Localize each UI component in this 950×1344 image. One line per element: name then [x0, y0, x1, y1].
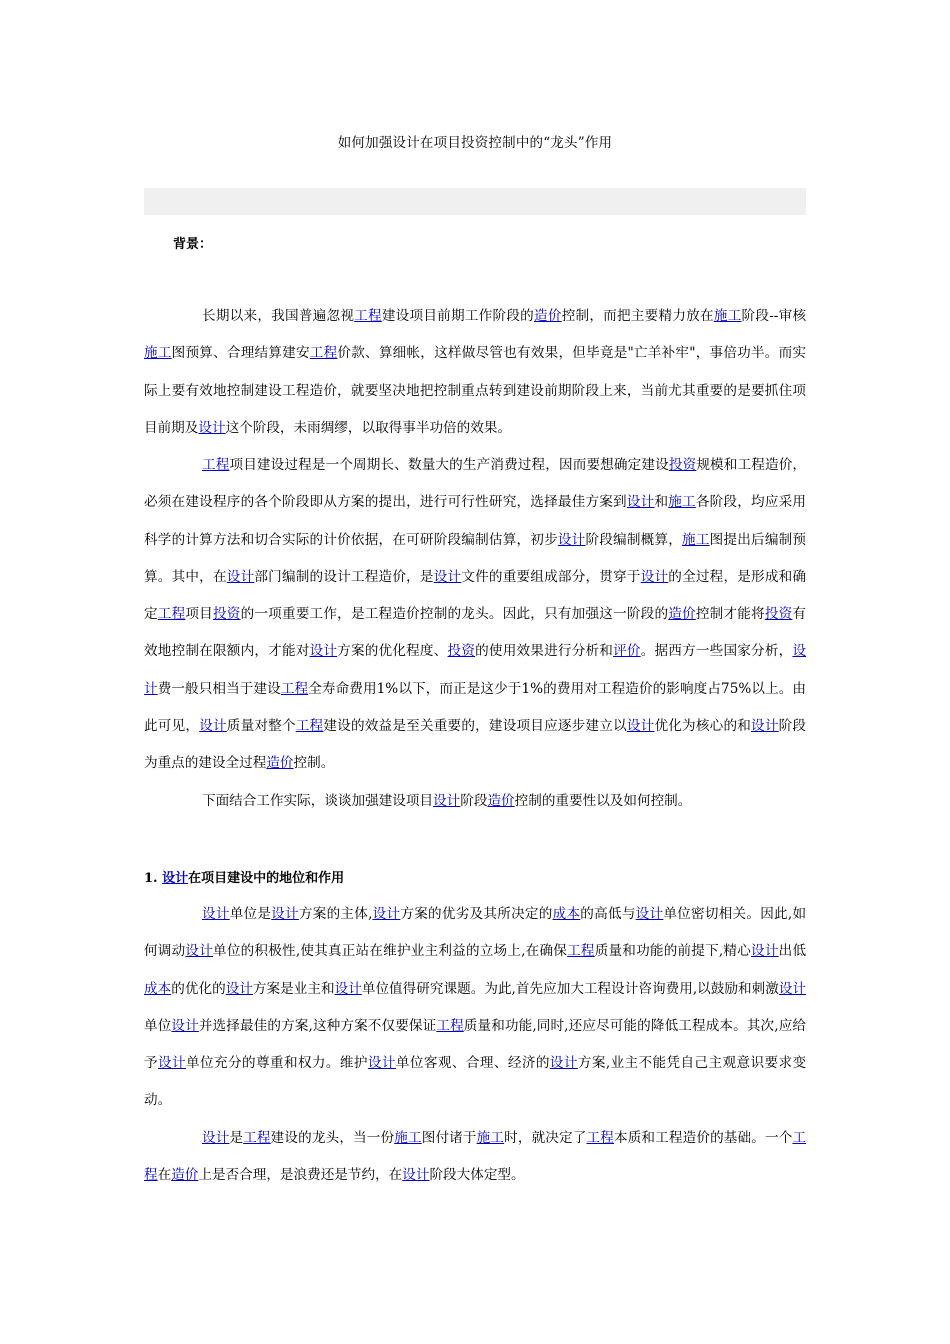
keyword-link[interactable]: 设计 — [309, 643, 338, 660]
paragraph-text: 单位密切相关。因此,如何调动 — [144, 906, 807, 960]
paragraph-4 — [144, 896, 806, 1120]
keyword-link[interactable]: 设计 — [751, 718, 779, 735]
keyword-link[interactable]: 工程 — [202, 457, 230, 473]
keyword-link[interactable]: 设计 — [626, 718, 655, 735]
keyword-link[interactable]: 设计 — [751, 943, 779, 960]
keyword-link[interactable]: 投资 — [212, 606, 241, 623]
page-title: 如何加强设计在项目投资控制中的“龙头”作用 — [337, 135, 613, 151]
paragraph-text: 各阶段，均应采用科学的计算方法和切合实际的计价依据，在可研阶段编制估算，初步 — [144, 494, 807, 548]
paragraph-text: 文件的重要组成部分，贯穿于 — [461, 568, 641, 585]
paragraph-text: 的使用效果进行分析和 — [475, 643, 614, 660]
paragraph-text: 这个阶段，未雨绸缪，以取得事半功倍的效果。 — [225, 419, 512, 436]
keyword-link[interactable]: 设计 — [225, 980, 253, 997]
paragraph-text: 方案的优劣及其所决定的 — [400, 906, 553, 922]
keyword-link[interactable]: 施工 — [394, 1130, 422, 1146]
keyword-link[interactable]: 设计 — [433, 793, 461, 809]
paragraph-text: 的优化的 — [171, 980, 226, 997]
keyword-link[interactable]: 设计 — [640, 568, 669, 585]
paragraph-text: 费一般只相当于建设 — [157, 680, 281, 697]
keyword-link[interactable]: 投资 — [764, 606, 793, 623]
keyword-link[interactable]: 施工 — [713, 308, 742, 324]
paragraph-text: 阶段大体定型。 — [429, 1167, 525, 1184]
paragraph-text: 的一项重要工作，是工程造价控制的龙头。因此，只有加强这一阶段的 — [240, 606, 669, 623]
keyword-link[interactable]: 设计 — [334, 980, 362, 997]
paragraph-text: 上是否合理，是浪费还是节约，在 — [198, 1167, 403, 1184]
keyword-link[interactable]: 评价 — [613, 643, 641, 660]
paragraph-text: 控制才能将 — [695, 606, 765, 623]
paragraph-text: 阶段 — [460, 793, 488, 809]
section-1-heading — [144, 867, 344, 886]
paragraph-text: 阶段编制概算， — [585, 531, 683, 548]
keyword-link[interactable]: 施工 — [476, 1130, 505, 1146]
paragraph-text: 单位值得研究课题。为此,首先应加大工程设计咨询费用,以鼓励和刺激 — [361, 980, 779, 997]
paragraph-text: 质量对整个 — [226, 718, 296, 735]
paragraph-text: 方案的优化程度、 — [337, 643, 448, 660]
keyword-link[interactable]: 设计 — [202, 906, 230, 922]
keyword-link[interactable]: 设计 — [402, 1167, 430, 1184]
section-1-link[interactable]: 设计 — [162, 871, 189, 886]
keyword-link[interactable]: 工程 — [157, 606, 186, 623]
keyword-link[interactable]: 设计 — [635, 906, 664, 922]
keyword-link[interactable]: 工程 — [586, 1130, 614, 1146]
paragraph-text: 建设的效益是至关重要的，建设项目应逐步建立以 — [323, 718, 627, 735]
keyword-link[interactable]: 造价 — [266, 755, 294, 772]
keyword-link[interactable]: 工程 — [280, 680, 309, 697]
keyword-link[interactable]: 工程 — [354, 308, 382, 324]
paragraph-2 — [144, 447, 806, 783]
keyword-link[interactable]: 设计 — [158, 1055, 186, 1072]
keyword-link[interactable]: 工程 — [295, 718, 324, 735]
paragraph-text: 和 — [654, 494, 669, 511]
keyword-link[interactable]: 造价 — [487, 793, 515, 809]
keyword-link[interactable]: 施工 — [682, 531, 710, 548]
paragraph-text: 图预算、合理结算建安 — [171, 345, 310, 362]
paragraph-text: 规模和工程造价，必须在建设程序的各个阶段即从方案的提出，进行可行性研究，选择最佳方案到 — [144, 457, 807, 511]
keyword-link[interactable]: 施工 — [144, 345, 172, 362]
paragraph-text: 单位的积极性,使其真正站在维护业主利益的立场上,在确保 — [213, 943, 568, 960]
keyword-link[interactable]: 设计 — [433, 568, 462, 585]
paragraph-text: 图付诸于 — [421, 1130, 477, 1146]
paragraph-text: 建设的龙头，当一份 — [270, 1130, 395, 1146]
paragraph-text: 是 — [229, 1130, 244, 1146]
paragraph-text: 下面结合工作实际，谈谈加强建设项目 — [202, 793, 434, 809]
paragraph-text: 价款、算细帐，这样做尽管也有效果，但毕竟是"亡羊补牢"，事倍功半。而实际上要有效地控制建设工程造价，就要坚决地把控制重点转到建设前期阶段上来，当前尤其重要的是要抓住项目前期及 — [144, 345, 807, 436]
keyword-link[interactable]: 设计 — [549, 1055, 578, 1072]
paragraph-text: 出低 — [778, 943, 807, 960]
keyword-link[interactable]: 投资 — [447, 643, 476, 660]
keyword-link[interactable]: 设计 — [778, 980, 807, 997]
paragraph-text: 方案,业主不能凭自己主观意识要求变动。 — [144, 1055, 807, 1109]
section-1-title: 在项目建设中的地位和作用 — [188, 871, 345, 886]
paragraph-text: 单位充分的尊重和权力。维护 — [186, 1055, 368, 1072]
paragraph-text: 阶段为重点的建设全过程 — [144, 718, 807, 772]
paragraph-text: 有效地控制在限额内，才能对 — [144, 606, 807, 660]
paragraph-text: 单位客观、合理、经济的 — [395, 1055, 550, 1072]
paragraph-text: 项目 — [185, 606, 213, 623]
keyword-link[interactable]: 造价 — [534, 308, 562, 324]
keyword-link[interactable]: 设计 — [185, 943, 214, 960]
keyword-link[interactable]: 成本 — [552, 906, 581, 922]
paragraph-text: 方案的主体, — [298, 906, 373, 922]
paragraph-text: 全寿命费用1%以下，而正是这少于1%的费用对工程造价的影响度占75%以上。由此可见， — [144, 680, 807, 735]
paragraph-text: 图提出后编制预算。其中，在 — [144, 531, 807, 585]
paragraph-text: 控制。 — [293, 755, 335, 772]
paragraph-text: 阶段--审核 — [741, 308, 807, 324]
keyword-link[interactable]: 工程 — [567, 943, 595, 960]
paragraph-text: 单位是 — [229, 906, 272, 922]
paragraph-text: 建设项目前期工作阶段的 — [381, 308, 535, 324]
paragraph-text: 的高低与 — [580, 906, 636, 922]
paragraph-text: 长期以来，我国普遍忽视 — [202, 308, 355, 324]
background-heading: 背景： — [173, 237, 213, 252]
paragraph-text: 方案是业主和 — [252, 980, 335, 997]
paragraph-text: 控制，而把主要精力放在 — [561, 308, 714, 324]
paragraph-text: 在 — [157, 1167, 172, 1184]
keyword-link[interactable]: 投资 — [668, 457, 697, 473]
keyword-link[interactable]: 设计 — [144, 643, 807, 697]
keyword-link[interactable]: 设计 — [367, 1055, 396, 1072]
keyword-link[interactable]: 设计 — [171, 1017, 199, 1034]
paragraph-text: 质量和功能的前提下,精心 — [594, 943, 752, 960]
keyword-link[interactable]: 施工 — [668, 494, 696, 511]
paragraph-text: 并选择最佳的方案,这种方案不仅要保证 — [198, 1017, 437, 1034]
keyword-link[interactable]: 工程 — [436, 1017, 464, 1034]
keyword-link[interactable]: 设计 — [372, 906, 401, 922]
keyword-link[interactable]: 设计 — [557, 531, 586, 548]
keyword-link[interactable]: 设计 — [626, 494, 655, 511]
keyword-link[interactable]: 设计 — [198, 419, 226, 436]
paragraph-text: 部门编制的设计工程造价，是 — [254, 568, 434, 585]
paragraph-text: 单位 — [144, 1017, 172, 1034]
paragraph-text: 的全过程，是形成和确定 — [144, 568, 807, 623]
paragraph-text: 本质和工程造价的基础。一个 — [613, 1130, 793, 1146]
paragraph-3 — [144, 783, 806, 820]
keyword-link[interactable]: 工程 — [309, 345, 338, 362]
keyword-link[interactable]: 设计 — [199, 718, 227, 735]
keyword-link[interactable]: 成本 — [144, 980, 172, 997]
paragraph-text: 质量和功能,同时,还应尽可能的降低工程成本。其次,应给予 — [144, 1017, 807, 1072]
keyword-link[interactable]: 工程 — [144, 1130, 807, 1184]
paragraph-5 — [144, 1120, 806, 1195]
paragraph-text: 时，就决定了 — [504, 1130, 587, 1146]
keyword-link[interactable]: 造价 — [668, 606, 696, 623]
paragraph-text: 。据西方一些国家分析， — [640, 643, 793, 660]
keyword-link[interactable]: 设计 — [202, 1130, 230, 1146]
section-1-number: 1. — [144, 871, 158, 886]
keyword-link[interactable]: 造价 — [171, 1167, 199, 1184]
paragraph-text: 项目建设过程是一个周期长、数量大的生产消费过程，因而要想确定建设 — [229, 457, 669, 473]
keyword-link[interactable]: 工程 — [243, 1130, 271, 1146]
paragraph-1 — [144, 298, 806, 447]
gray-banner — [144, 188, 806, 215]
paragraph-text: 优化为核心的和 — [654, 718, 752, 735]
keyword-link[interactable]: 设计 — [226, 568, 255, 585]
paragraph-text: 控制的重要性以及如何控制。 — [514, 793, 692, 809]
keyword-link[interactable]: 设计 — [271, 906, 299, 922]
